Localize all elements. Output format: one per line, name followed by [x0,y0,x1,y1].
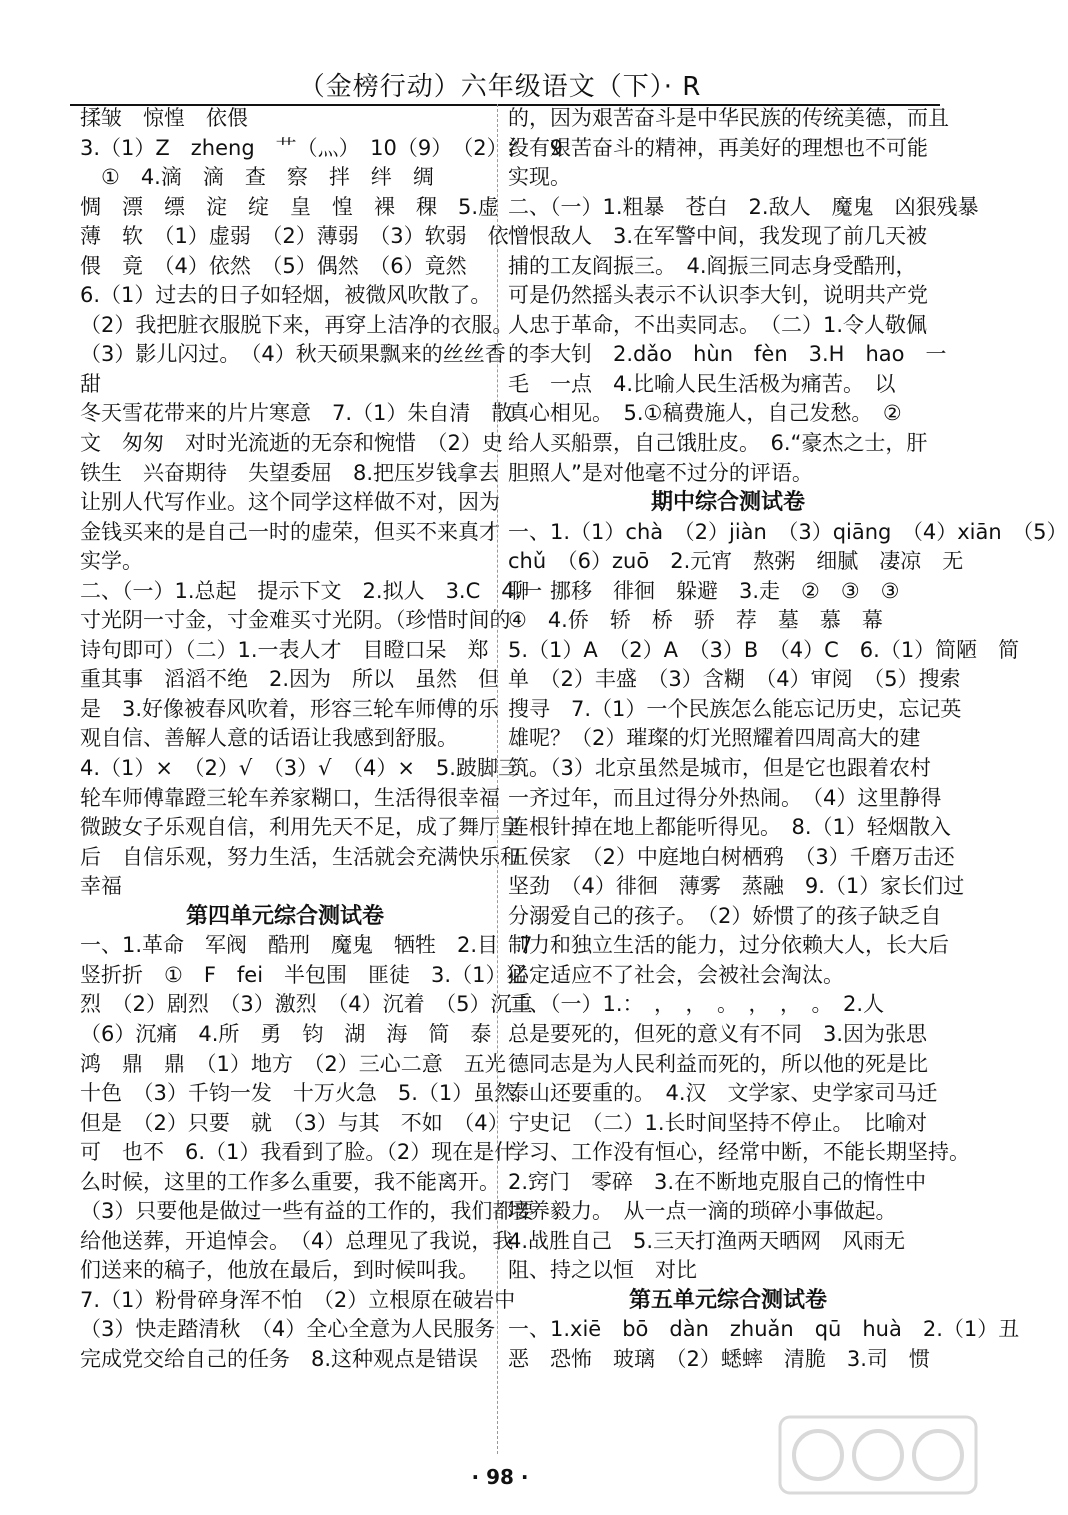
page-header: （金榜行动）六年级语文（下）· R [298,72,702,102]
answer-line: 单 （2）丰盛 （3）含糊 （4）审阅 （5）搜索 [508,667,961,692]
answer-line: 学习、工作没有恒心，经常中断，不能长期坚持。 [508,1140,970,1165]
answer-line: 史记 （二）1.长时间坚持不停止。 比喻对 [508,1110,928,1135]
answer-line: 必定适应不了社会，会被社会淘汰。 [508,962,844,987]
answer-line: 观自信、善解人意的话语让我感到舒服。 [80,726,458,751]
answer-line: 甜 [80,371,101,396]
answer-line: 连根针掉在地上都能听得见。 8.（1）轻烟散入 [508,815,951,840]
answer-line: 二、（一）1.总起 提示下文 2.拟人 3.C 4.一 [80,578,543,603]
answer-line: 鸿 鼎 鼎 （1）地方 （2）三心二意 五光 [80,1051,506,1076]
answer-line: 筑。（3）北京虽然是城市，但是它也跟着农村 [508,756,931,781]
answer-line: 一、1.xiē bō dàn zhuǎn qū huà 2.（1）丑 [508,1317,1020,1342]
watermark-logo [778,1415,978,1495]
answer-line: 制力和独立生活的能力，过分依赖大人，长大后 [508,933,949,958]
answer-line: 寸光阴一寸金，寸金难买寸光阴。（珍惜时间的 [80,608,511,633]
answer-line: 搜寻 7.（1）一个民族怎么能忘记历史，忘记英 [508,696,962,721]
answer-line: 可是仍然摇头表示不认识李大钊，说明共产党 [508,283,928,308]
answer-line: （3）只要他是做过一些有益的工作的，我们都要 [80,1199,535,1224]
answer-line: 6.（1）过去的日子如轻烟，被微风吹散了。 [80,283,492,308]
answer-line: 但是 （2）只要 就 （3）与其 不如 （4）宁 [80,1110,530,1135]
answer-line: 一、1.革命 军阀 酷刑 魔鬼 牺牲 2.目 7 [80,933,533,958]
answer-line: 阻、持之以恒 对比 [508,1258,697,1283]
answer-line: 偎 竟 （4）依然 （5）偶然 （6）竟然 [80,253,467,278]
right-column [508,104,1068,1375]
answer-line: 的李大钊 2.dǎo hùn fèn 3.H hao 一 [508,342,947,367]
answer-line: 分溺爱自己的孩子。 （2）娇惯了的孩子缺乏自 [508,903,942,928]
answer-line: 微跛女子乐观自信，利用先天不足，成了舞厅皇 [80,815,521,840]
answer-line: 重其事 滔滔不绝 2.因为 所以 虽然 但 [80,667,500,692]
section-heading: 第四单元综合测试卷 [185,903,384,929]
answer-line: 冬天雪花带来的片片寒意 7.（1）朱自清 散 [80,401,513,426]
section-heading: 期中综合测试卷 [650,490,805,516]
answer-line: 后 自信乐观，努力生活，生活就会充满快乐和 [80,844,521,869]
answer-line: （2）我把脏衣服脱下来，再穿上洁净的衣服。 [80,312,514,337]
answer-line: 是 3.好像被春风吹着，形容三轮车师傅的乐 [80,696,500,721]
answer-line: 实学。 [80,549,143,574]
answer-line: 4.（1）× （2）√ （3）√ （4）× 5.跛脚三 [80,756,519,781]
answer-line: 3.（1）Z zheng 艹（灬） 10（9） （2）纟 9 [80,135,563,160]
answer-line: 一齐过年，而且过得分外热闹。 （4）这里静得 [508,785,942,810]
answer-line: 文 匆匆 对时光流逝的无奈和惋惜 （2）史 [80,431,503,456]
answer-line: 坚劲 （4）徘徊 薄雾 蒸融 9.（1）家长们过 [508,874,965,899]
answer-line: chǔ （6）zuō 2.元宵 熬粥 细腻 凄凉 无 [508,549,964,574]
answer-line: 实现。 [508,165,571,190]
answer-line: （3）快走踏清秋 （4）全心全意为人民服务 [80,1317,496,1342]
answer-line: 德同志是为人民利益而死的，所以他的死是比 [508,1051,928,1076]
answer-line: （3）影儿闪过。 （4）秋天硕果飘来的丝丝香 [80,342,506,367]
answer-line: 五侯家 （2）中庭地白树栖鸦 （3）千磨万击还 [508,844,955,869]
answer-line: 7.（1）粉骨碎身浑不怕 （2）立根原在破岩中 [80,1287,516,1312]
answer-line: 二、（一）1.： ， ， 。 ， ， 。 2.人 [508,992,885,1017]
answer-line: 铁生 兴奋期待 失望委屈 8.把压岁钱拿去 [80,460,500,485]
answer-line: 可 也不 6.（1）我看到了脸。（2）现在是什 [80,1140,516,1165]
answer-line: 们送来的稿子，他放在最后，到时候叫我。 [80,1258,479,1283]
answer-line: 总是要死的，但死的意义有不同 3.因为张思 [508,1021,928,1046]
answer-line: 幸福 [80,874,122,899]
answer-line: 真心相见。 5.①稿费施人，自己发愁。 ② [508,401,902,426]
answer-line: 毛 一点 4.比喻人民生活极为痛苦。 以 [508,371,896,396]
answer-line: 恶 恐怖 玻璃 （2）蟋蟀 清脆 3.司 惯 [508,1346,930,1371]
section-heading: 第五单元综合测试卷 [628,1287,827,1313]
answer-line: 雄呢？（2）璀璨的灯光照耀着四周高大的建 [508,726,921,751]
answer-line: 惆 漂 缥 淀 绽 皇 惶 裸 稞 5.虚 [80,194,500,219]
answer-line: 胆照人”是对他毫不过分的评语。 [508,460,813,485]
answer-line: 竖折折 ① F fei 半包围 匪徒 3.（1）猛 [80,962,528,987]
answer-line: 烈 （2）剧烈 （3）激烈 （4）沉着 （5）沉重 [80,992,533,1017]
answer-line: ① 4.滴 滴 查 察 拌 绊 绸 [80,165,434,190]
answer-line: 么时候，这里的工作多么重要，我不能离开。 [80,1169,500,1194]
page-number: · 98 · [471,1465,529,1489]
answer-line: 憎恨敌人 3.在军警中间，我发现了前几天被 [508,224,928,249]
answer-line: 让别人代写作业。这个同学这样做不对，因为 [80,490,500,515]
answer-line: 培养毅力。 从一点一滴的琐碎小事做起。 [508,1199,897,1224]
answer-line: 十色 （3）千钧一发 十万火急 5.（1）虽然 [80,1081,516,1106]
answer-line: 一、1.（1）chà （2）jiàn （3）qiāng （4）xiān （5） [508,519,1068,544]
answer-line: ④ 4.侨 轿 桥 骄 荐 墓 慕 幕 [508,608,883,633]
answer-line: 泰山还要重的。 4.汉 文学家、史学家司马迁 [508,1081,938,1106]
answer-line: 给他送葬，开追悼会。 （4）总理见了我说，我 [80,1228,514,1253]
answer-line: 给人买船票，自己饿肚皮。 6.“豪杰之士，肝 [508,431,928,456]
answer-line: 薄 软 （1）虚弱 （2）薄弱 （3）软弱 依 [80,224,509,249]
answer-line: 没有艰苦奋斗的精神，再美好的理想也不可能 [508,135,928,160]
answer-line: 捕的工友阎振三。 4.阎振三同志身受酷刑， [508,253,917,278]
answer-line: 诗句即可）（二）1.一表人才 目瞪口呆 郑 [80,637,489,662]
answer-line: 4.战胜自己 5.三天打渔两天晒网 风雨无 [508,1228,906,1253]
answer-line: 金钱买来的是自己一时的虚荣，但买不来真才 [80,519,500,544]
answer-line: 揉皱 惊惶 依偎 [80,106,248,130]
answer-line: 5.（1）A （2）A （3）B （4）C 6.（1）简陋 简 [508,637,1020,662]
answer-line: 完成党交给自己的任务 8.这种观点是错误 [80,1346,479,1371]
answer-line: 聊 挪移 徘徊 躲避 3.走 ② ③ ③ [508,578,900,603]
answer-line: 二、（一）1.粗暴 苍白 2.敌人 魔鬼 凶狠残暴 [508,194,979,219]
answer-line: （6）沉痛 4.所 勇 钧 湖 海 简 泰 [80,1021,492,1046]
answer-line: 轮车师傅靠蹬三轮车养家糊口，生活得很幸福 [80,785,500,810]
column-divider [497,104,498,1454]
answer-line: 人忠于革命，不出卖同志。 （二）1.令人敬佩 [508,312,928,337]
answer-line: 2.窍门 零碎 3.在不断地克服自己的惰性中 [508,1169,927,1194]
answer-line: 的，因为艰苦奋斗是中华民族的传统美德，而且 [508,106,949,130]
